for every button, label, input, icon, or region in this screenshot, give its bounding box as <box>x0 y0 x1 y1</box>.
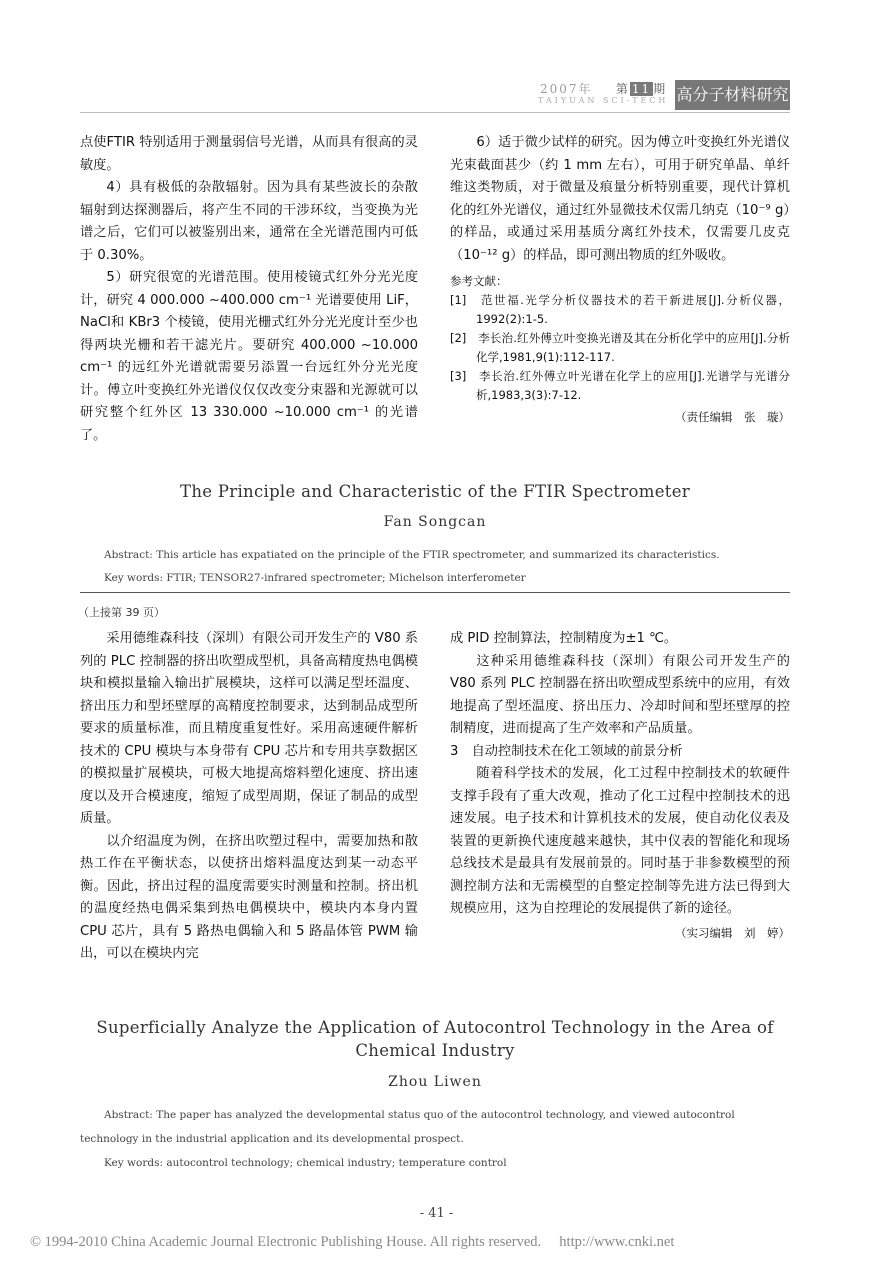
copyright-notice: © 1994-2010 China Academic Journal Electronic Publishing House. All rights reserved. http://www.cnki.net <box>30 1234 675 1250</box>
article2-right-column <box>450 628 790 943</box>
header-subtitle: TAIYUAN SCI-TECH <box>538 96 669 105</box>
paragraph: 采用德维森科技（深圳）有限公司开发生产的 V80 系列的 PLC 控制器的挤出吹塑成型机，具备高精度热电偶模块和模拟量输入输出扩展模块，这样可以满足型坯温度、挤出压力和型坯壁厚的高精度控制要求，达到制品成型所要求的质量标准，而且精度重复性好。采用高速硬件解析技术的 CPU 模块与本身带有 CPU 芯片和专用共享数据区的模拟量扩展模块，可极大地提高熔料塑化速度、挤出速度以及开合模速度，缩短了成型周期，保证了制品的成型质量。 <box>80 631 418 826</box>
abstract-text: The paper has analyzed the developmental status quo of the autocontrol technology, and viewed autocontrol technology in the industrial application and its developmental prospect. <box>80 1109 735 1145</box>
english-keywords <box>104 566 790 590</box>
references-title: 参考文献： <box>450 274 508 288</box>
header-issue-number: 11 <box>631 82 652 96</box>
article2-left-column <box>80 628 418 966</box>
article1-right-column <box>450 132 790 427</box>
paragraph: 点使FTIR 特别适用于测量弱信号光谱，从而具有很高的灵敏度。 <box>80 135 418 173</box>
paragraph: 以介绍温度为例，在挤出吹塑过程中，需要加热和散热工作在平衡状态，以使挤出熔料温度达到某一动态平衡。因此，挤出过程的温度需要实时测量和控制。挤出机的温度经热电偶采集到热电偶模块中，模块内本身内置 CPU 芯片，具有 5 路热电偶输入和 5 路晶体管 PWM 输出，可以在模块内完 <box>80 833 418 961</box>
header-issue-prefix: 第 <box>615 82 630 96</box>
page-number: - 41 - <box>419 1206 454 1221</box>
keywords-text: autocontrol technology; chemical industry; temperature control <box>166 1157 507 1169</box>
english-abstract <box>104 543 790 567</box>
editor-credit: （实习编辑 刘 婷） <box>675 925 790 940</box>
paragraph: 5）研究很宽的光谱范围。使用棱镜式红外分光光度计，研究 4 000.000 ~400.000 cm⁻¹ 光谱要使用 LiF，NaCl和 KBr3 个棱镜，使用光栅式红外分光光度计至少也得两块光栅和若干滤光片。要研究 400.000 ~10.000 cm⁻¹ 的远红外光谱就需要另添置一台远红外分光光度计。傅立叶变换红外光谱仪仅仅改变分束器和光源就可以研究整个红外区 13 330.000 ~10.000 cm⁻¹ 的光谱了。 <box>80 270 418 443</box>
abstract-text: This article has expatiated on the principle of the FTIR spectrometer, and summarized its characteristics. <box>156 549 720 561</box>
header-issue-suffix: 期 <box>653 82 668 96</box>
editor-credit: （责任编辑 张 璇） <box>675 410 790 424</box>
header-year: 2007年 <box>540 82 593 96</box>
reference-item: [2] 李长治.红外傅立叶变换光谱及其在分析化学中的应用[J].分析化学,1981,9(1):112-117. <box>450 331 790 364</box>
english-author: Fan Songcan <box>383 514 487 530</box>
keywords-text: FTIR; TENSOR27-infrared spectrometer; Michelson interferometer <box>166 572 526 584</box>
english-title-line2: Chemical Industry <box>355 1041 515 1060</box>
header-issue-info <box>540 80 667 97</box>
section-divider <box>80 592 790 593</box>
continued-note: （上接第 39 页） <box>78 606 165 619</box>
abstract-label: Abstract: <box>104 1109 153 1121</box>
paragraph: 这种采用德维森科技（深圳）有限公司开发生产的 V80 系列 PLC 控制器在挤出吹塑成型系统中的应用，有效地提高了型坯温度、挤出压力、冷却时间和型坯壁厚的控制精度，进而提高了生产效率和产品质量。 <box>450 653 790 736</box>
keywords-label: Key words: <box>104 572 164 584</box>
english-abstract <box>80 1103 790 1151</box>
reference-item: [3] 李长治.红外傅立叶光谱在化学上的应用[J].光谱学与光谱分析,1983,3(3):7-12. <box>450 369 790 402</box>
abstract-label: Abstract: <box>104 549 153 561</box>
header-rule <box>80 112 790 113</box>
english-title: The Principle and Characteristic of the FTIR Spectrometer <box>180 482 690 501</box>
reference-item: [1] 范世福.光学分析仪器技术的若干新进展[J].分析仪器，1992(2):1-5. <box>450 293 790 326</box>
paragraph: 成 PID 控制算法，控制精度为±1 ℃。 <box>450 631 678 646</box>
journal-name: 高分子材料研究 <box>675 80 790 110</box>
english-author: Zhou Liwen <box>388 1074 482 1090</box>
paragraph: 4）具有极低的杂散辐射。因为具有某些波长的杂散辐射到达探测器后，将产生不同的干涉环纹，当变换为光谱之后，它们可以被鉴别出来，通常在全光谱范围内可低于 0.30%。 <box>80 180 418 263</box>
article1-left-column <box>80 132 418 447</box>
english-keywords <box>104 1151 790 1175</box>
paragraph: 随着科学技术的发展，化工过程中控制技术的软硬件支撑手段有了重大改观，推动了化工过程中控制技术的迅速发展。电子技术和计算机技术的发展，使自动化仪表及装置的更新换代速度越来越快，其中仪表的智能化和现场总线技术是最具有发展前景的。同时基于非参数模型的预测控制方法和无需模型的自整定控制等先进方法已得到大规模应用，这为自控理论的发展提供了新的途径。 <box>450 766 790 916</box>
section-heading: 3 自动控制技术在化工领域的前景分析 <box>450 743 683 759</box>
paragraph: 6）适于微少试样的研究。因为傅立叶变换红外光谱仪光束截面甚少（约 1 mm 左右），可用于研究单晶、单纤维这类物质，对于微量及痕量分析特别重要，现代计算机化的红外光谱仪，通过红外显微技术仅需几纳克（10⁻⁹ g）的样品，或通过采用基质分离红外技术，仅需要几皮克（10⁻¹² g）的样品，即可测出物质的红外吸收。 <box>450 135 790 263</box>
english-title-line1: Superficially Analyze the Application of Autocontrol Technology in the Area of <box>96 1018 774 1037</box>
keywords-label: Key words: <box>104 1157 164 1169</box>
